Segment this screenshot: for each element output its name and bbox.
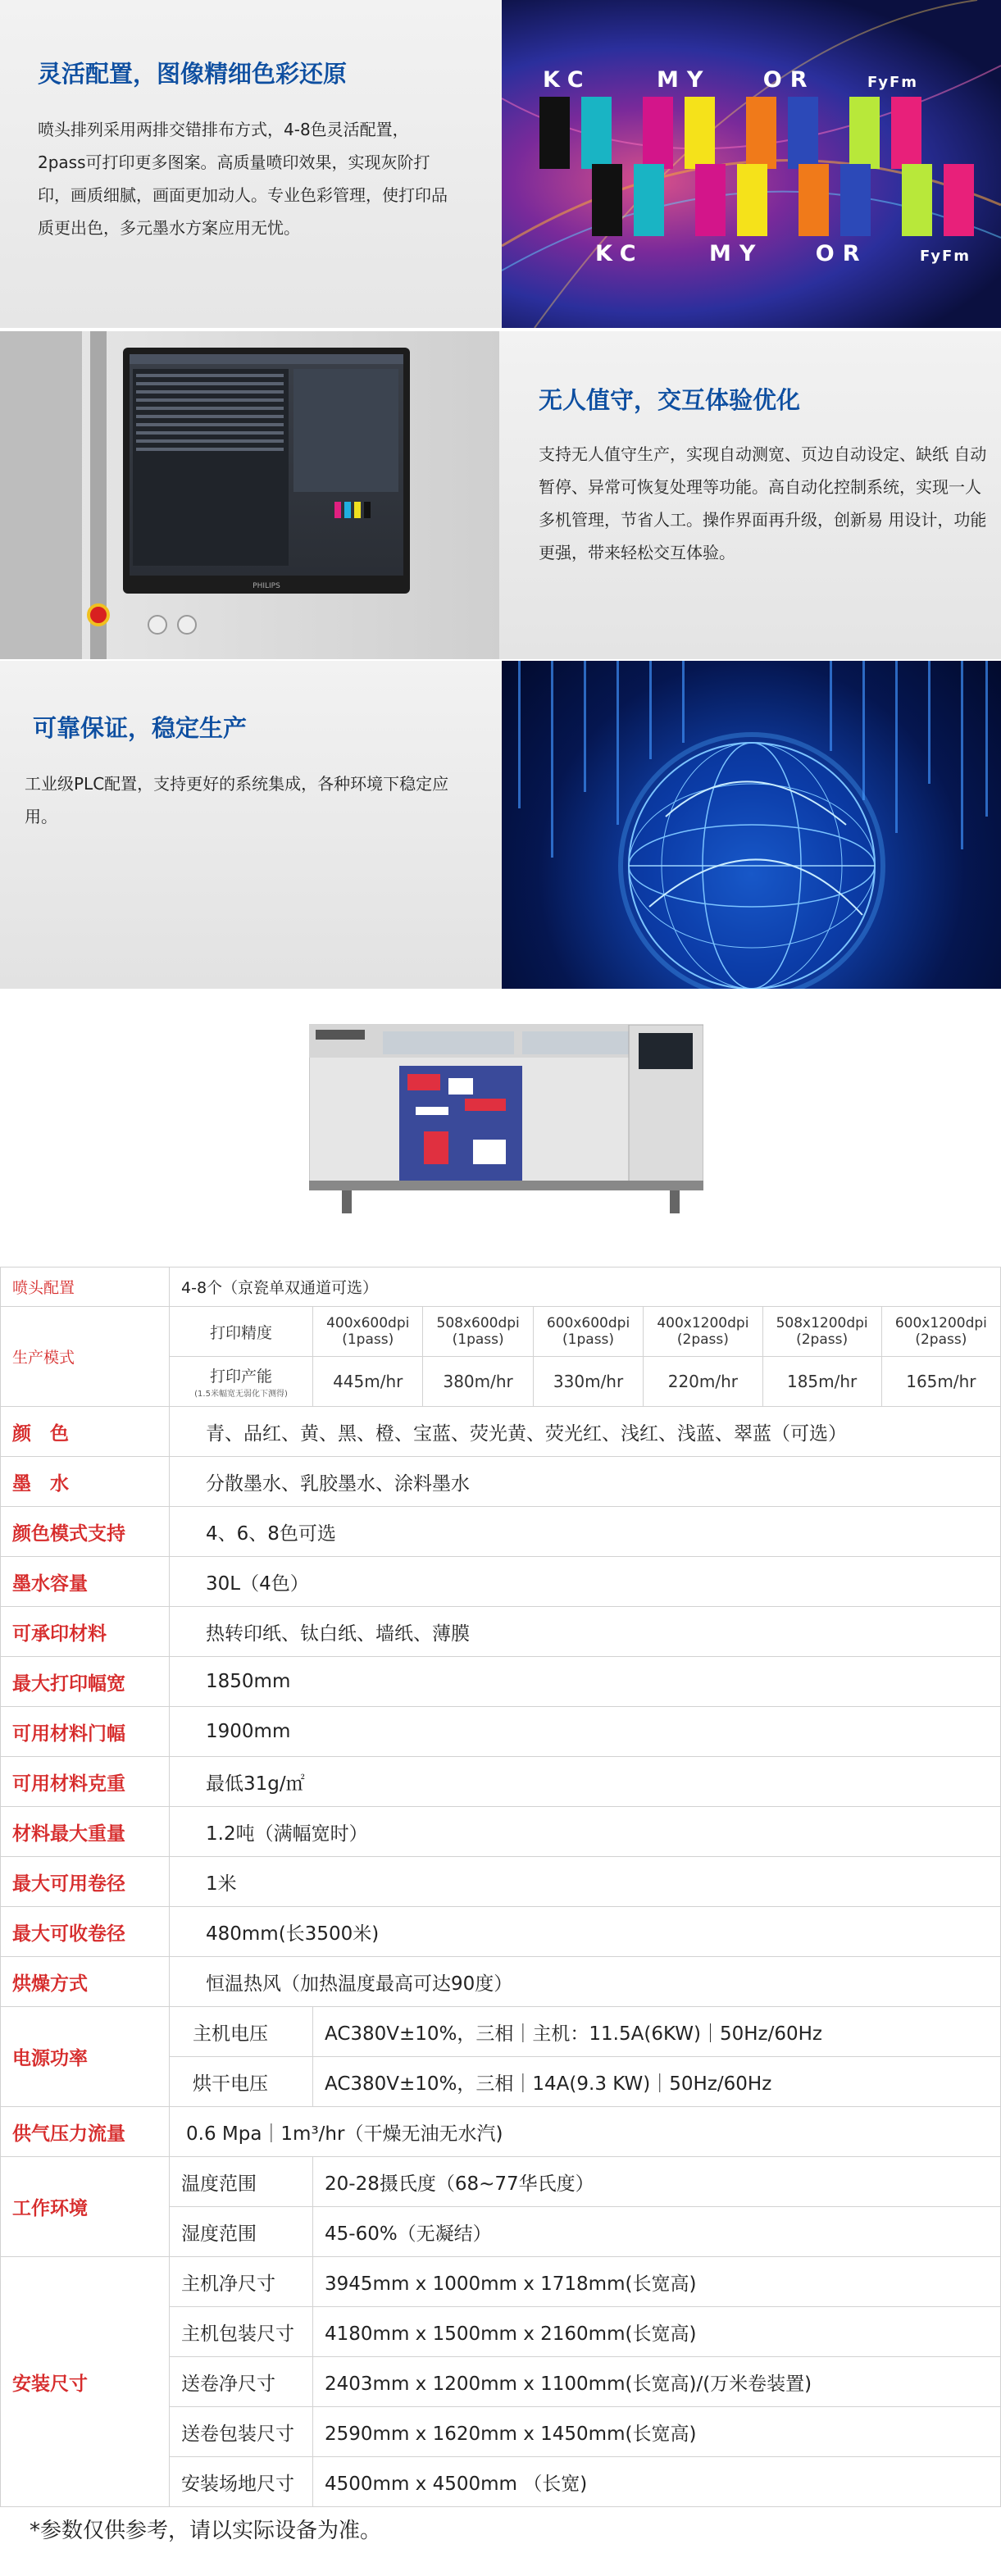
spec-label: 墨 水 — [1, 1457, 170, 1507]
dpi-cell: 400x1200dpi (2pass) — [644, 1307, 762, 1357]
table-row — [1, 2257, 1001, 2307]
table-row — [1, 1457, 1001, 1507]
spec-label: 生产模式 — [1, 1307, 170, 1407]
capacity-label: 打印产能 — [209, 1368, 272, 1386]
globe-graphic — [502, 661, 1001, 989]
spec-value: 2590mm x 1620mm x 1450mm(长宽高) — [313, 2407, 1001, 2457]
spec-label: 材料最大重量 — [1, 1807, 170, 1857]
table-row — [1, 1757, 1001, 1807]
network-globe-image — [502, 661, 1001, 989]
capacity-cell — [170, 1357, 313, 1407]
spec-value: AC380V±10%，三相｜主机：11.5A(6KW)｜50Hz/60Hz — [313, 2007, 1001, 2057]
speed-cell: 220m/hr — [644, 1357, 762, 1407]
monitor — [123, 348, 410, 594]
sub-label: 温度范围 — [170, 2157, 313, 2207]
table-row — [1, 1607, 1001, 1657]
spec-label: 烘燥方式 — [1, 1957, 170, 2007]
feature-text-panel — [499, 331, 1001, 659]
disclaimer-note: *参数仅供参考，请以实际设备为准。 — [30, 2519, 382, 2543]
spec-value: 45-60%（无凝结） — [313, 2207, 1001, 2257]
color-labels-top: KC MY OR FyFm — [543, 67, 919, 93]
speed-cell: 445m/hr — [313, 1357, 423, 1407]
spec-label: 最大打印幅宽 — [1, 1657, 170, 1707]
precision-label: 打印精度 — [170, 1307, 313, 1357]
spec-label: 最大可用卷径 — [1, 1857, 170, 1907]
table-row — [1, 1557, 1001, 1607]
spec-value: 20-28摄氏度（68~77华氏度） — [313, 2157, 1001, 2207]
sub-label: 主机包装尺寸 — [170, 2307, 313, 2357]
spec-value: 恒温热风（加热温度最高可达90度） — [170, 1957, 1001, 2007]
spec-label: 喷头配置 — [1, 1268, 170, 1307]
table-row — [1, 1907, 1001, 1957]
spec-value: 1.2吨（满幅宽时） — [170, 1807, 1001, 1857]
spec-label: 电源功率 — [1, 2007, 170, 2107]
spec-value: 4500mm x 4500mm （长宽) — [313, 2457, 1001, 2507]
speed-cell: 165m/hr — [881, 1357, 1000, 1407]
table-row — [1, 1657, 1001, 1707]
table-row — [1, 1857, 1001, 1907]
table-row — [1, 2107, 1001, 2157]
spec-value: 分散墨水、乳胶墨水、涂料墨水 — [170, 1457, 1001, 1507]
feature-text-panel — [0, 0, 502, 328]
dpi-cell: 400x600dpi (1pass) — [313, 1307, 423, 1357]
spec-label: 颜色模式支持 — [1, 1507, 170, 1557]
capacity-note: (1.5米幅宽无弱化下测得) — [194, 1390, 288, 1399]
spec-value: 480mm(长3500米) — [170, 1907, 1001, 1957]
table-row — [1, 1957, 1001, 2007]
dpi-cell: 508x1200dpi (2pass) — [762, 1307, 881, 1357]
spec-value: 最低31g/㎡ — [170, 1757, 1001, 1807]
ink-bars-top — [539, 97, 921, 169]
spec-value: 1850mm — [170, 1657, 1001, 1707]
sub-label: 安装场地尺寸 — [170, 2457, 313, 2507]
spec-value: 青、品红、黄、黑、橙、宝蓝、荧光黄、荧光红、浅红、浅蓝、翠蓝（可选） — [170, 1407, 1001, 1457]
dpi-cell: 508x600dpi (1pass) — [423, 1307, 533, 1357]
sub-label: 送卷净尺寸 — [170, 2357, 313, 2407]
feature-automation-section — [0, 331, 1001, 659]
knob — [177, 615, 197, 635]
table-row — [1, 1807, 1001, 1857]
control-screen-photo — [0, 331, 499, 659]
machine-side-panel — [0, 331, 82, 659]
ink-bars-bottom — [592, 164, 974, 236]
spec-value: 0.6 Mpa｜1m³/hr（干燥无油无水汽) — [170, 2107, 1001, 2157]
control-software-ui — [130, 354, 403, 576]
sub-label: 烘干电压 — [170, 2057, 313, 2107]
sub-label: 湿度范围 — [170, 2207, 313, 2257]
spec-label: 工作环境 — [1, 2157, 170, 2257]
spec-label: 安装尺寸 — [1, 2257, 170, 2507]
speed-cell: 330m/hr — [533, 1357, 643, 1407]
dpi-cell: 600x600dpi (1pass) — [533, 1307, 643, 1357]
monitor-screen — [130, 354, 403, 576]
sub-label: 主机电压 — [170, 2007, 313, 2057]
printer-product-image — [309, 1008, 703, 1213]
table-row — [1, 1707, 1001, 1757]
spec-value: 4180mm x 1500mm x 2160mm(长宽高) — [313, 2307, 1001, 2357]
table-row — [1, 1507, 1001, 1557]
spec-value: 4、6、8色可选 — [170, 1507, 1001, 1557]
spec-label: 最大可收卷径 — [1, 1907, 170, 1957]
spec-value: 4-8个（京瓷单双通道可选） — [170, 1268, 1001, 1307]
feature-title: 可靠保证，稳定生产 — [33, 714, 248, 742]
emergency-stop-button — [87, 603, 110, 626]
spec-table — [0, 1267, 1001, 2507]
feature-title: 无人值守，交互体验优化 — [539, 386, 801, 414]
feature-title: 灵活配置，图像精细色彩还原 — [38, 60, 348, 88]
spec-label: 供气压力流量 — [1, 2107, 170, 2157]
spec-value: 3945mm x 1000mm x 1718mm(长宽高) — [313, 2257, 1001, 2307]
feature-body: 支持无人值守生产，实现自动测宽、页边自动设定、缺纸 自动暂停、异常可恢复处理等功能。高自动化控制系统，实现一人多机管理，节省人工。操作界面再升级，创新易 用设计，功能更强，带来轻松交互体验。 — [539, 444, 987, 562]
spec-label: 颜 色 — [1, 1407, 170, 1457]
ink-color-illustration — [502, 0, 1001, 328]
table-row — [1, 1307, 1001, 1357]
spec-label: 可用材料门幅 — [1, 1707, 170, 1757]
speed-cell: 185m/hr — [762, 1357, 881, 1407]
monitor-brand: PHILIPS — [253, 582, 280, 590]
feature-color-section — [0, 0, 1001, 328]
table-row — [1, 2007, 1001, 2057]
table-row — [1, 2157, 1001, 2207]
spec-label: 可用材料克重 — [1, 1757, 170, 1807]
table-row — [1, 1268, 1001, 1307]
knob — [148, 615, 167, 635]
spec-value: AC380V±10%，三相｜14A(9.3 KW)｜50Hz/60Hz — [313, 2057, 1001, 2107]
sub-label: 送卷包装尺寸 — [170, 2407, 313, 2457]
feature-body: 工业级PLC配置，支持更好的系统集成，各种环境下稳定应用。 — [25, 774, 449, 826]
spec-value: 2403mm x 1200mm x 1100mm(长宽高)/(万米卷装置) — [313, 2357, 1001, 2407]
spec-label: 可承印材料 — [1, 1607, 170, 1657]
spec-value: 热转印纸、钛白纸、墙纸、薄膜 — [170, 1607, 1001, 1657]
spec-value: 1900mm — [170, 1707, 1001, 1757]
spec-value: 30L（4色） — [170, 1557, 1001, 1607]
printer-graphic — [309, 1008, 703, 1213]
spec-label: 墨水容量 — [1, 1557, 170, 1607]
feature-reliability-section — [0, 661, 1001, 989]
color-labels-bottom: KC MY OR FyFm — [595, 241, 971, 266]
dpi-cell: 600x1200dpi (2pass) — [881, 1307, 1000, 1357]
sub-label: 主机净尺寸 — [170, 2257, 313, 2307]
speed-cell: 380m/hr — [423, 1357, 533, 1407]
feature-body: 喷头排列采用两排交错排布方式，4-8色灵活配置，2pass可打印更多图案。高质量喷印效果，实现灰阶打印，画质细腻，画面更加动人。专业色彩管理，使打印品质更出色，多元墨水方案应用无忧。 — [38, 120, 448, 238]
feature-text-panel — [0, 661, 502, 989]
spec-value: 1米 — [170, 1857, 1001, 1907]
table-row — [1, 1407, 1001, 1457]
